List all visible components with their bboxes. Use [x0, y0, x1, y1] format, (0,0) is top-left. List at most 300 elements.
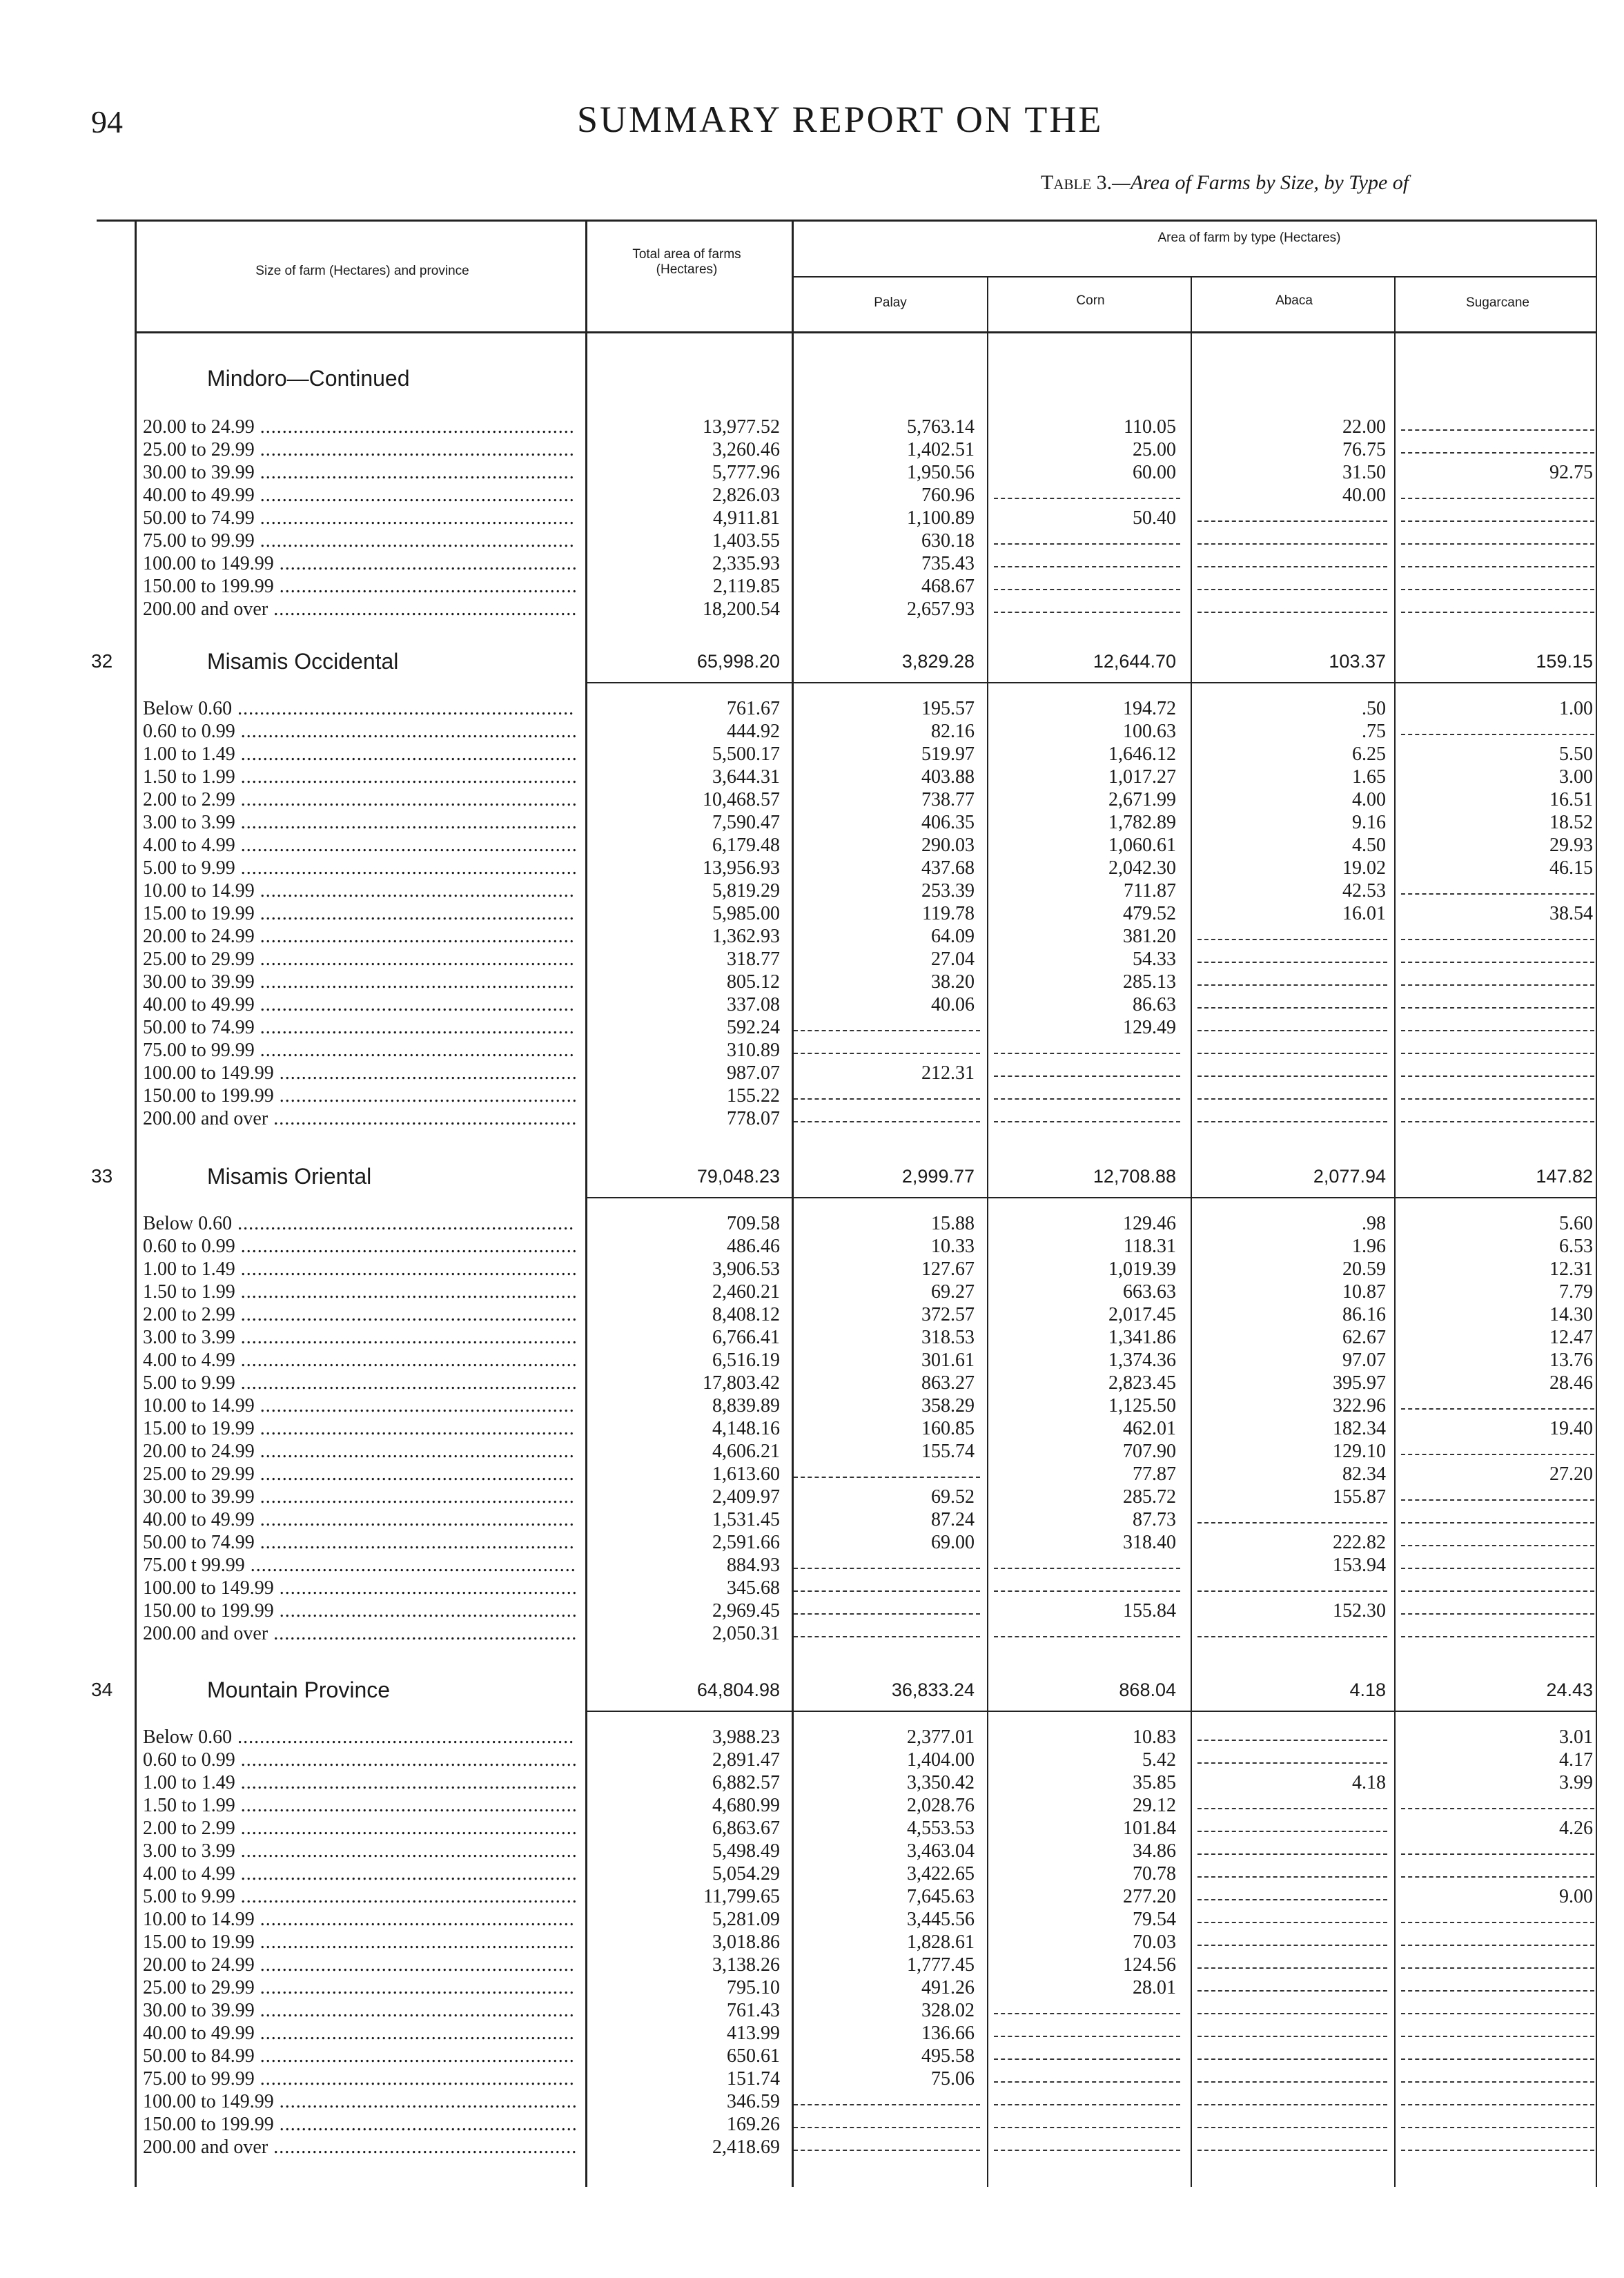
palay-cell: 437.68 [921, 857, 975, 879]
section-title: Misamis Occidental [207, 649, 399, 674]
empty-cell-leader [1401, 2104, 1594, 2105]
corn-cell: 1,374.36 [1108, 1350, 1176, 1371]
empty-cell-leader [1401, 1098, 1594, 1100]
size-range-label: 200.00 and over ..... [143, 598, 576, 621]
size-range-label: 1.50 to 1.99 ..... [143, 1794, 576, 1817]
table-row [0, 1840, 1624, 1862]
abaca-cell: 1.65 [1352, 766, 1386, 788]
size-range-label: 10.00 to 14.99 ..... [143, 1908, 576, 1931]
palay-cell: 136.66 [921, 2023, 975, 2044]
total-cell: 884.93 [727, 1555, 780, 1576]
palay-cell: 7,645.63 [907, 1886, 975, 1907]
empty-cell-leader [1197, 1075, 1387, 1077]
empty-cell-leader [1401, 939, 1594, 940]
empty-cell-leader [1401, 2150, 1594, 2151]
sugarcane-cell: 1.00 [1559, 698, 1593, 719]
size-range-label: Below 0.60 ..... [143, 1212, 576, 1235]
palay-cell: 3,350.42 [907, 1772, 975, 1793]
total-abaca-cell: 2,077.94 [1313, 1166, 1386, 1187]
table-row [0, 1531, 1624, 1554]
header-corn: Corn [1076, 293, 1105, 308]
total-cell: 2,418.69 [712, 2136, 780, 2158]
total-sugarcane-cell: 24.43 [1546, 1680, 1593, 1700]
empty-cell-leader [1197, 1007, 1387, 1009]
abaca-cell: .50 [1362, 698, 1386, 719]
abaca-cell: 82.34 [1342, 1463, 1386, 1485]
total-cell: 7,590.47 [712, 812, 780, 833]
empty-cell-leader [1197, 1831, 1387, 1832]
empty-cell-leader [994, 566, 1180, 567]
total-cell: 345.68 [727, 1577, 780, 1599]
total-cell: 2,460.21 [712, 1281, 780, 1303]
palay-cell: 1,777.45 [907, 1954, 975, 1976]
palay-cell: 1,950.56 [907, 462, 975, 483]
sugarcane-cell: 12.31 [1549, 1258, 1593, 1280]
abaca-cell: 4.50 [1352, 835, 1386, 856]
table-row [0, 788, 1624, 811]
empty-cell-leader [1401, 893, 1594, 895]
palay-cell: 290.03 [921, 835, 975, 856]
abaca-cell: 40.00 [1342, 485, 1386, 506]
empty-cell-leader [794, 1121, 980, 1122]
header-total: Total area of farms (Hectares) [632, 247, 741, 277]
empty-cell-leader [1197, 1922, 1387, 1923]
empty-cell-leader [1197, 2036, 1387, 2037]
size-range-label: 40.00 to 49.99 ..... [143, 1508, 576, 1531]
corn-cell: 1,019.39 [1108, 1258, 1176, 1280]
sugarcane-cell: 3.99 [1559, 1772, 1593, 1793]
total-cell: 310.89 [727, 1040, 780, 1061]
palay-cell: 5,763.14 [907, 416, 975, 438]
table-row [0, 1749, 1624, 1771]
total-sugarcane-cell: 147.82 [1536, 1166, 1593, 1187]
size-range-label: 20.00 to 24.99 ..... [143, 416, 576, 438]
total-cell: 805.12 [727, 971, 780, 993]
corn-cell: 60.00 [1133, 462, 1176, 483]
total-sugarcane-cell: 159.15 [1536, 651, 1593, 672]
corn-cell: 277.20 [1123, 1886, 1176, 1907]
table-row [0, 529, 1624, 552]
empty-cell-leader [1197, 1522, 1387, 1523]
table-row [0, 1599, 1624, 1622]
size-range-label: 100.00 to 149.99 ..... [143, 1062, 576, 1084]
empty-cell-leader [994, 612, 1180, 613]
table-row [0, 1039, 1624, 1062]
total-corn-cell: 12,644.70 [1093, 651, 1176, 672]
abaca-cell: 1.96 [1352, 1236, 1386, 1257]
empty-cell-leader [1401, 1007, 1594, 1009]
empty-cell-leader [1401, 520, 1594, 522]
empty-cell-leader [1197, 1808, 1387, 1809]
total-cell: 5,498.49 [712, 1840, 780, 1862]
sugarcane-cell: 19.40 [1549, 1418, 1593, 1439]
empty-cell-leader [794, 2127, 980, 2128]
size-range-label: 30.00 to 39.99 ..... [143, 1999, 576, 2022]
palay-cell: 1,100.89 [907, 507, 975, 529]
size-range-label: 40.00 to 49.99 ..... [143, 484, 576, 507]
total-corn-cell: 868.04 [1119, 1680, 1176, 1700]
table-row [0, 948, 1624, 971]
empty-cell-leader [1401, 2036, 1594, 2037]
total-cell: 13,956.93 [703, 857, 780, 879]
empty-cell-leader [1197, 1098, 1387, 1100]
empty-cell-leader [1401, 589, 1594, 590]
sugarcane-cell: 5.50 [1559, 743, 1593, 765]
empty-cell-leader [1401, 1121, 1594, 1122]
size-range-label: 15.00 to 19.99 ..... [143, 1931, 576, 1954]
empty-cell-leader [994, 2104, 1180, 2105]
size-range-label: 3.00 to 3.99 ..... [143, 1840, 576, 1862]
corn-cell: 54.33 [1133, 948, 1176, 970]
table-row [0, 1726, 1624, 1749]
table-row [0, 1084, 1624, 1107]
corn-cell: 1,782.89 [1108, 812, 1176, 833]
empty-cell-leader [1197, 962, 1387, 963]
corn-cell: 663.63 [1123, 1281, 1176, 1303]
table-row [0, 507, 1624, 529]
size-range-label: 15.00 to 19.99 ..... [143, 1417, 576, 1440]
table-row [0, 1908, 1624, 1931]
total-cell: 592.24 [727, 1017, 780, 1038]
palay-cell: 3,463.04 [907, 1840, 975, 1862]
total-cell: 3,260.46 [712, 439, 780, 460]
corn-cell: 34.86 [1133, 1840, 1176, 1862]
empty-cell-leader [1197, 1762, 1387, 1764]
corn-cell: 110.05 [1124, 416, 1176, 438]
table-row [0, 1303, 1624, 1326]
sugarcane-cell: 18.52 [1549, 812, 1593, 833]
total-cell: 1,531.45 [712, 1509, 780, 1530]
table-row [0, 2045, 1624, 2067]
empty-cell-leader [1197, 2081, 1387, 2083]
palay-cell: 403.88 [921, 766, 975, 788]
empty-cell-leader [1401, 1499, 1594, 1501]
table-row [0, 1817, 1624, 1840]
header-palay: Palay [874, 295, 907, 310]
empty-cell-leader [1401, 543, 1594, 545]
abaca-cell: 22.00 [1342, 416, 1386, 438]
corn-cell: 5.42 [1142, 1749, 1176, 1771]
abaca-cell: 31.50 [1342, 462, 1386, 483]
abaca-cell: 395.97 [1333, 1372, 1386, 1394]
total-cell: 413.99 [727, 2023, 780, 2044]
table-row [0, 1862, 1624, 1885]
table-row [0, 720, 1624, 743]
size-range-label: 25.00 to 29.99 ..... [143, 948, 576, 971]
table-row [0, 2067, 1624, 2090]
section-title: Mindoro—Continued [207, 366, 410, 391]
total-cell: 5,054.29 [712, 1863, 780, 1885]
empty-cell-leader [1401, 1636, 1594, 1637]
size-range-label: 200.00 and over ..... [143, 1107, 576, 1130]
corn-cell: 462.01 [1123, 1418, 1176, 1439]
total-cell: 3,018.86 [712, 1931, 780, 1953]
total-cell: 3,644.31 [712, 766, 780, 788]
total-cell: 6,179.48 [712, 835, 780, 856]
empty-cell-leader [1401, 1945, 1594, 1946]
abaca-cell: 152.30 [1333, 1600, 1386, 1622]
empty-cell-leader [1197, 1030, 1387, 1031]
table-row [0, 2113, 1624, 2136]
empty-cell-leader [1401, 1876, 1594, 1878]
empty-cell-leader [994, 2058, 1180, 2060]
table-row [0, 811, 1624, 834]
total-cell: 4,680.99 [712, 1795, 780, 1816]
table-row [0, 552, 1624, 575]
corn-cell: 79.54 [1133, 1909, 1176, 1930]
page-title: SUMMARY REPORT ON THE [577, 99, 1104, 140]
empty-cell-leader [1401, 1613, 1594, 1615]
palay-cell: 519.97 [921, 743, 975, 765]
table-row [0, 1417, 1624, 1440]
empty-cell-leader [1197, 2150, 1387, 2151]
header-top-rule [97, 220, 1596, 222]
empty-cell-leader [1401, 734, 1594, 735]
total-cell: 761.43 [727, 2000, 780, 2021]
empty-cell-leader [794, 2150, 980, 2151]
corn-cell: 124.56 [1123, 1954, 1176, 1976]
empty-cell-leader [794, 1098, 980, 1100]
corn-cell: 1,646.12 [1108, 743, 1176, 765]
total-cell: 778.07 [727, 1108, 780, 1129]
size-range-label: 0.60 to 0.99 ..... [143, 720, 576, 743]
section-total-rule [587, 682, 1596, 683]
size-range-label: 200.00 and over ..... [143, 1622, 576, 1645]
table-row [0, 2136, 1624, 2159]
table-row [0, 438, 1624, 461]
empty-cell-leader [1401, 1922, 1594, 1923]
palay-cell: 735.43 [921, 553, 975, 574]
table-row [0, 1554, 1624, 1577]
size-range-label: 150.00 to 199.99 ..... [143, 1084, 576, 1107]
total-cell: 5,985.00 [712, 903, 780, 924]
palay-cell: 738.77 [921, 789, 975, 810]
table-row [0, 1885, 1624, 1908]
empty-cell-leader [794, 1613, 980, 1615]
size-range-label: 150.00 to 199.99 ..... [143, 1599, 576, 1622]
palay-cell: 1,402.51 [907, 439, 975, 460]
empty-cell-leader [794, 1568, 980, 1569]
table-caption: —Area of Farms by Size, by Type of [1112, 171, 1409, 194]
palay-cell: 1,828.61 [907, 1931, 975, 1953]
empty-cell-leader [1197, 520, 1387, 522]
table-row [0, 1281, 1624, 1303]
empty-cell-leader [994, 2150, 1180, 2151]
sugarcane-cell: 12.47 [1549, 1327, 1593, 1348]
total-cell: 5,819.29 [712, 880, 780, 902]
empty-cell-leader [1197, 984, 1387, 986]
size-range-label: 0.60 to 0.99 ..... [143, 1749, 576, 1771]
size-range-label: 5.00 to 9.99 ..... [143, 1372, 576, 1394]
total-cell: 4,148.16 [712, 1418, 780, 1439]
size-range-label: 1.50 to 1.99 ..... [143, 766, 576, 788]
empty-cell-leader [1401, 1053, 1594, 1054]
total-cell: 3,906.53 [712, 1258, 780, 1280]
empty-cell-leader [1401, 2058, 1594, 2060]
table-row [0, 1440, 1624, 1463]
page-number: 94 [91, 104, 123, 139]
empty-cell-leader [1197, 2104, 1387, 2105]
palay-cell: 328.02 [921, 2000, 975, 2021]
size-range-label: 3.00 to 3.99 ..... [143, 1326, 576, 1349]
total-cell: 17,803.42 [703, 1372, 780, 1394]
palay-cell: 15.88 [931, 1213, 975, 1234]
empty-cell-leader [794, 1030, 980, 1031]
empty-cell-leader [1401, 1967, 1594, 1969]
sugarcane-cell: 27.20 [1549, 1463, 1593, 1485]
corn-cell: 100.63 [1123, 721, 1176, 742]
empty-cell-leader [1197, 1853, 1387, 1855]
empty-cell-leader [1401, 429, 1594, 431]
sugarcane-cell: 46.15 [1549, 857, 1593, 879]
size-range-label: 75.00 to 99.99 ..... [143, 2067, 576, 2090]
abaca-cell: 6.25 [1352, 743, 1386, 765]
total-cell: 2,969.45 [712, 1600, 780, 1622]
table-row [0, 2022, 1624, 2045]
table-row [0, 1235, 1624, 1258]
total-cell: 6,516.19 [712, 1350, 780, 1371]
empty-cell-leader [1401, 1454, 1594, 1455]
total-cell: 1,403.55 [712, 530, 780, 552]
corn-cell: 129.46 [1123, 1213, 1176, 1234]
empty-cell-leader [1401, 1030, 1594, 1031]
table-row [0, 993, 1624, 1016]
empty-cell-leader [1197, 2013, 1387, 2014]
corn-cell: 381.20 [1123, 926, 1176, 947]
size-range-label: Below 0.60 ..... [143, 1726, 576, 1749]
table-row [0, 697, 1624, 720]
section-total-rule [587, 1711, 1596, 1712]
size-range-label: 75.00 t 99.99 ..... [143, 1554, 576, 1577]
abaca-cell: 222.82 [1333, 1532, 1386, 1553]
total-cell: 3,138.26 [712, 1954, 780, 1976]
sugarcane-cell: 92.75 [1549, 462, 1593, 483]
total-cell: 155.22 [727, 1085, 780, 1107]
empty-cell-leader [1197, 1967, 1387, 1969]
size-range-label: 2.00 to 2.99 ..... [143, 1817, 576, 1840]
empty-cell-leader [794, 1053, 980, 1054]
abaca-cell: 155.87 [1333, 1486, 1386, 1508]
palay-cell: 863.27 [921, 1372, 975, 1394]
empty-cell-leader [1197, 566, 1387, 567]
empty-cell-leader [1401, 1545, 1594, 1546]
header-abaca: Abaca [1275, 293, 1313, 308]
corn-cell: 87.73 [1133, 1509, 1176, 1530]
table-row [0, 1577, 1624, 1599]
empty-cell-leader [1197, 2058, 1387, 2060]
header-sugarcane: Sugarcane [1466, 295, 1529, 310]
size-range-label: 100.00 to 149.99 ..... [143, 1577, 576, 1599]
empty-cell-leader [1401, 1990, 1594, 1992]
table-label: Table 3. [1041, 171, 1113, 194]
sugarcane-cell: 29.93 [1549, 835, 1593, 856]
empty-cell-leader [994, 1075, 1180, 1077]
abaca-cell: 42.53 [1342, 880, 1386, 902]
corn-cell: 1,341.86 [1108, 1327, 1176, 1348]
total-corn-cell: 12,708.88 [1093, 1166, 1176, 1187]
corn-cell: 479.52 [1123, 903, 1176, 924]
total-cell: 987.07 [727, 1062, 780, 1084]
palay-cell: 318.53 [921, 1327, 975, 1348]
size-range-label: 150.00 to 199.99 ..... [143, 575, 576, 598]
palay-cell: 119.78 [922, 903, 975, 924]
empty-cell-leader [1401, 566, 1594, 567]
corn-cell: 25.00 [1133, 439, 1176, 460]
corn-cell: 101.84 [1123, 1818, 1176, 1839]
empty-cell-leader [1401, 612, 1594, 613]
empty-cell-leader [1197, 1590, 1387, 1592]
empty-cell-leader [1401, 1408, 1594, 1410]
total-cell: 8,839.89 [712, 1395, 780, 1417]
table-row [0, 1107, 1624, 1130]
palay-cell: 253.39 [921, 880, 975, 902]
palay-cell: 630.18 [921, 530, 975, 552]
table-row [0, 1212, 1624, 1235]
abaca-cell: 4.00 [1352, 789, 1386, 810]
size-range-label: 25.00 to 29.99 ..... [143, 438, 576, 461]
empty-cell-leader [994, 1121, 1180, 1122]
sugarcane-cell: 38.54 [1549, 903, 1593, 924]
sugarcane-cell: 3.00 [1559, 766, 1593, 788]
abaca-cell: 182.34 [1333, 1418, 1386, 1439]
palay-cell: 301.61 [921, 1350, 975, 1371]
total-palay-cell: 3,829.28 [901, 651, 975, 672]
total-cell: 6,882.57 [712, 1772, 780, 1793]
palay-cell: 1,404.00 [907, 1749, 975, 1771]
size-range-label: 75.00 to 99.99 ..... [143, 529, 576, 552]
size-range-label: 50.00 to 74.99 ..... [143, 1531, 576, 1554]
abaca-cell: 19.02 [1342, 857, 1386, 879]
size-range-label: 25.00 to 29.99 ..... [143, 1976, 576, 1999]
total-cell: 1,362.93 [712, 926, 780, 947]
palay-cell: 495.58 [921, 2045, 975, 2067]
empty-cell-leader [794, 1477, 980, 1478]
header-type-group: Area of farm by type (Hectares) [1157, 231, 1341, 245]
total-cell: 11,799.65 [703, 1886, 780, 1907]
palay-cell: 69.00 [931, 1532, 975, 1553]
empty-cell-leader [1401, 498, 1594, 499]
corn-cell: 318.40 [1123, 1532, 1176, 1553]
table-title [1041, 171, 1409, 195]
total-cell: 169.26 [727, 2114, 780, 2135]
total-cell: 3,988.23 [712, 1726, 780, 1748]
size-range-label: Below 0.60 ..... [143, 697, 576, 720]
empty-cell-leader [1197, 1945, 1387, 1946]
abaca-cell: 20.59 [1342, 1258, 1386, 1280]
total-cell: 2,050.31 [712, 1623, 780, 1644]
palay-cell: 27.04 [931, 948, 975, 970]
table-row [0, 1394, 1624, 1417]
corn-cell: 50.40 [1133, 507, 1176, 529]
section-title: Mountain Province [207, 1677, 391, 1702]
empty-cell-leader [994, 1590, 1180, 1592]
size-range-label: 10.00 to 14.99 ..... [143, 879, 576, 902]
size-range-label: 50.00 to 74.99 ..... [143, 1016, 576, 1039]
total-total-cell: 79,048.23 [696, 1166, 780, 1187]
abaca-cell: 86.16 [1342, 1304, 1386, 1325]
total-cell: 4,606.21 [712, 1441, 780, 1462]
table-row [0, 1954, 1624, 1976]
table-row [0, 1372, 1624, 1394]
palay-cell: 195.57 [921, 698, 975, 719]
empty-cell-leader [1197, 1899, 1387, 1900]
size-range-label: 1.50 to 1.99 ..... [143, 1281, 576, 1303]
size-range-label: 50.00 to 84.99 ..... [143, 2045, 576, 2067]
palay-cell: 82.16 [931, 721, 975, 742]
palay-cell: 358.29 [921, 1395, 975, 1417]
corn-cell: 129.49 [1123, 1017, 1176, 1038]
empty-cell-leader [1401, 452, 1594, 454]
